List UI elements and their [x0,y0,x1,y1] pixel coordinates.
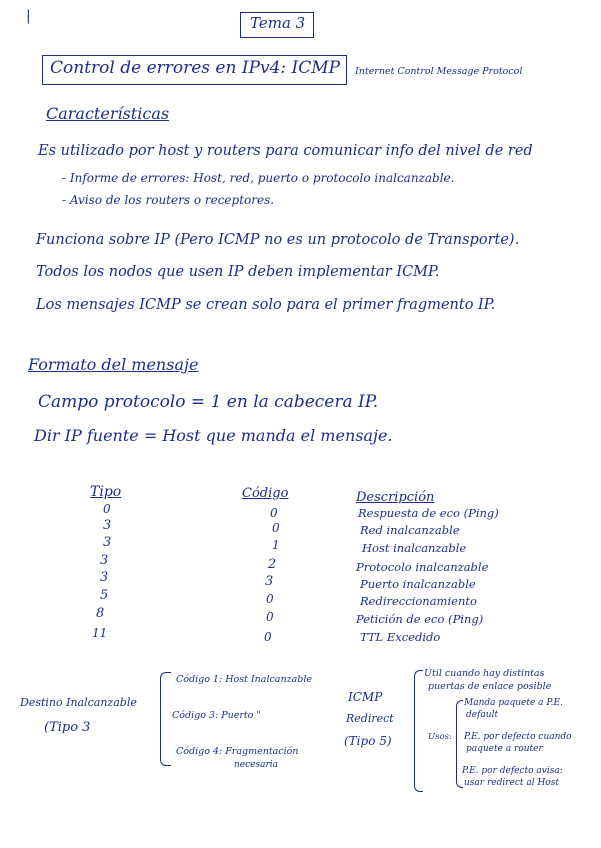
destino-label: Destino Inalcanzable [20,696,137,709]
destino-item-1: Código 1: Host Inalcanzable [176,674,312,685]
redirect-uso-3-cont: usar redirect al Host [464,778,559,788]
redirect-label-2: Redirect [346,712,394,725]
table-cell-codigo: 1 [272,538,280,552]
page-title: Control de errores en IPv4: ICMP [50,58,341,78]
redirect-tipo: (Tipo 5) [344,734,392,748]
redirect-util-cont: puertas de enlace posible [428,681,552,692]
caracteristicas-bullet-2: - Aviso de los routers o receptores. [62,193,275,207]
table-cell-tipo: 8 [96,606,105,621]
table-cell-descripcion: Host inalcanzable [362,541,467,555]
body-line-2: Todos los nodos que usen IP deben implementar ICMP. [36,264,440,280]
destino-tipo: (Tipo 3 [44,720,91,735]
table-cell-tipo: 3 [103,535,112,550]
table-header-codigo: Código [242,486,289,501]
table-cell-tipo: 0 [103,502,111,516]
table-cell-tipo: 3 [103,518,112,533]
table-cell-codigo: 2 [268,557,277,572]
table-cell-codigo: 3 [265,574,274,589]
destino-item-3-cont: necesaria [234,760,279,770]
title-expansion: Internet Control Message Protocol [355,66,523,77]
table-cell-tipo: 11 [92,626,108,640]
table-cell-codigo: 0 [266,610,274,624]
caracteristicas-line: Es utilizado por host y routers para comunicar info del nivel de red [38,143,533,159]
redirect-uso-1-cont: default [466,710,499,720]
redirect-usos: Usos: [428,732,452,742]
caracteristicas-bullet-1: - Informe de errores: Host, red, puerto o protocolo inalcanzable. [62,171,455,185]
table-cell-tipo: 3 [100,553,109,568]
destino-item-2: Código 3: Puerto " [172,710,261,721]
margin-mark: | [26,8,31,24]
formato-line-1: Campo protocolo = 1 en la cabecera IP. [38,392,379,412]
table-cell-descripcion: TTL Excedido [360,630,441,644]
redirect-uso-3: P.E. por defecto avisa: [462,766,563,776]
body-line-3: Los mensajes ICMP se crean solo para el primer fragmento IP. [36,297,496,313]
destino-item-3: Código 4: Fragmentación [176,746,299,757]
table-cell-tipo: 5 [100,588,109,603]
table-cell-descripcion: Respuesta de eco (Ping) [358,506,499,520]
table-cell-descripcion: Protocolo inalcanzable [356,560,489,574]
section-heading-formato: Formato del mensaje [28,355,199,374]
table-cell-codigo: 0 [264,630,272,644]
table-cell-descripcion: Puerto inalcanzable [360,577,476,591]
tema-label: Tema 3 [250,14,306,32]
destino-brace [160,672,171,766]
body-line-1: Funciona sobre IP (Pero ICMP no es un protocolo de Transporte). [36,232,520,248]
table-cell-codigo: 0 [270,506,278,520]
table-cell-descripcion: Red inalcanzable [360,523,460,537]
formato-line-2: Dir IP fuente = Host que manda el mensaje. [34,426,393,445]
redirect-uso-2: P.E. por defecto cuando [464,732,572,742]
table-header-tipo: Tipo [90,484,122,500]
table-cell-descripcion: Redireccionamiento [360,594,477,608]
redirect-uso-1: Manda paquete a P.E. [464,698,563,708]
redirect-uso-2-cont: paquete a router [466,744,543,754]
section-heading-caracteristicas: Características [46,104,170,123]
table-cell-codigo: 0 [266,592,274,606]
redirect-label: ICMP [348,690,383,704]
table-cell-codigo: 0 [272,521,280,535]
redirect-util: Útil cuando hay distintas [424,668,545,679]
redirect-brace [414,670,423,792]
table-cell-tipo: 3 [100,570,109,585]
table-header-descripcion: Descripción [356,490,435,505]
table-cell-descripcion: Petición de eco (Ping) [356,612,484,626]
